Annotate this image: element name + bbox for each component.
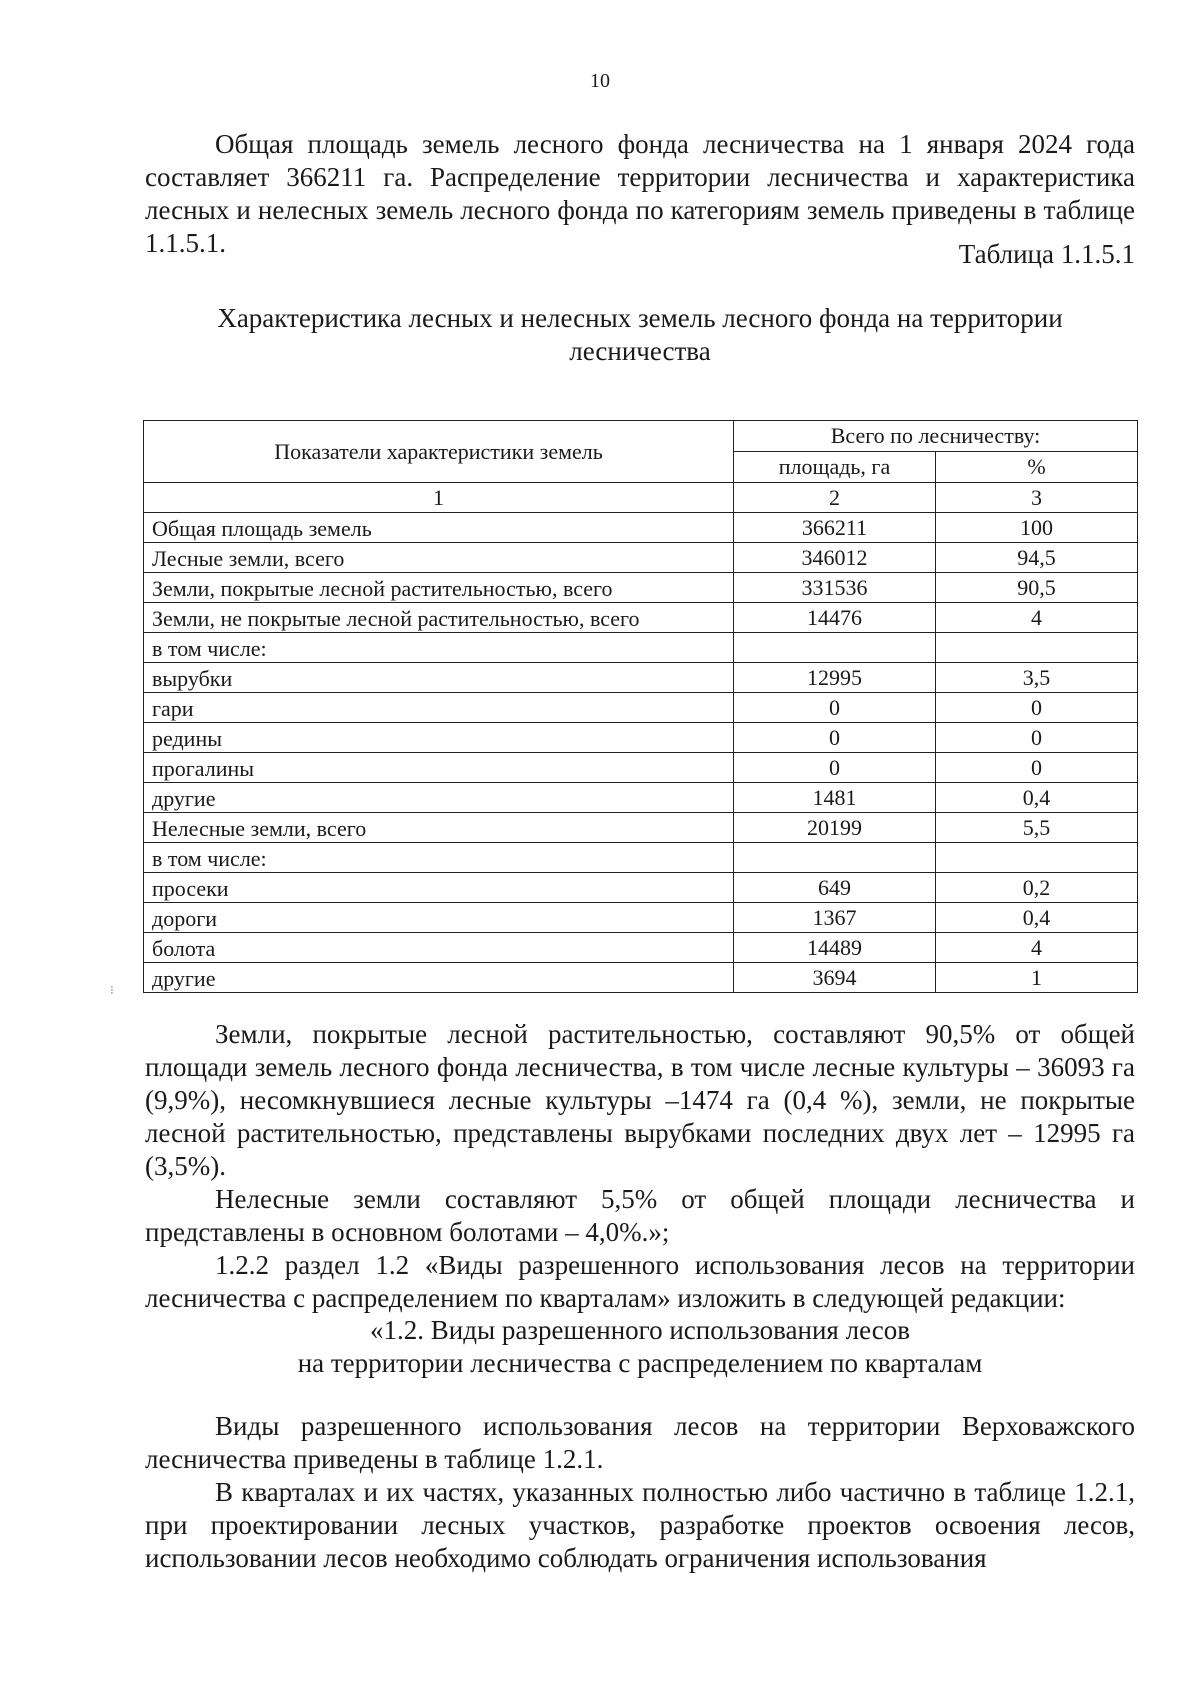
row-name: Земли, покрытые лесной растительностью, всего bbox=[144, 573, 734, 603]
row-percent: 94,5 bbox=[936, 543, 1138, 573]
table-row bbox=[144, 783, 1138, 813]
nonforest-lands-paragraph: Нелесные земли составляют 5,5% от общей площади лесничества и представлены в основном болотами – 4,0%.»; bbox=[145, 1184, 1135, 1247]
row-percent: 0 bbox=[936, 693, 1138, 723]
row-name: просеки bbox=[144, 873, 734, 903]
intro-paragraph: Общая площадь земель лесного фонда лесничества на 1 января 2024 года составляет 366211 га. Распределение территории лесничества и характеристика лесных и нелесных земель лесного фонда по категориям земель приведены в таблице 1.1.5.1. bbox=[145, 129, 1135, 258]
row-name: другие bbox=[144, 963, 734, 993]
row-name: прогалины bbox=[144, 753, 734, 783]
row-percent: 5,5 bbox=[936, 813, 1138, 843]
row-name: гари bbox=[144, 693, 734, 723]
table-row bbox=[144, 963, 1138, 993]
row-name: другие bbox=[144, 783, 734, 813]
table-title-line-2: лесничества bbox=[569, 336, 711, 366]
row-area: 0 bbox=[734, 723, 936, 753]
row-area bbox=[734, 843, 936, 873]
scan-mark: ⁝ bbox=[110, 983, 114, 997]
table-row bbox=[144, 843, 1138, 873]
table-row bbox=[144, 573, 1138, 603]
row-area: 14476 bbox=[734, 603, 936, 633]
table-row bbox=[144, 693, 1138, 723]
header-percent: % bbox=[936, 452, 1138, 483]
column-number: 3 bbox=[936, 483, 1138, 513]
section-heading-line-2: на территории лесничества с распределением по кварталам bbox=[297, 1348, 983, 1378]
section-amendment-paragraph: 1.2.2 раздел 1.2 «Виды разрешенного использования лесов на территории лесничества с распределением по кварталам» изложить в следующей редакции: bbox=[145, 1250, 1135, 1313]
row-name: Земли, не покрытые лесной растительностью, всего bbox=[144, 603, 734, 633]
row-area: 0 bbox=[734, 753, 936, 783]
row-percent: 90,5 bbox=[936, 573, 1138, 603]
row-name: в том числе: bbox=[144, 843, 734, 873]
table-row bbox=[144, 663, 1138, 693]
column-numbers-row bbox=[144, 483, 1138, 513]
table-row bbox=[144, 873, 1138, 903]
table-row bbox=[144, 933, 1138, 963]
row-percent: 0 bbox=[936, 753, 1138, 783]
table-row bbox=[144, 633, 1138, 663]
row-name: болота bbox=[144, 933, 734, 963]
page-number: 10 bbox=[590, 70, 610, 92]
table-row bbox=[144, 543, 1138, 573]
table-row bbox=[144, 903, 1138, 933]
row-percent: 4 bbox=[936, 603, 1138, 633]
header-indicator: Показатели характеристики земель bbox=[144, 421, 734, 483]
table-row bbox=[144, 723, 1138, 753]
row-area: 0 bbox=[734, 693, 936, 723]
row-name: Общая площадь земель bbox=[144, 513, 734, 543]
row-area: 366211 bbox=[734, 513, 936, 543]
row-percent: 0,2 bbox=[936, 873, 1138, 903]
row-percent: 0 bbox=[936, 723, 1138, 753]
row-area: 14489 bbox=[734, 933, 936, 963]
table-row bbox=[144, 813, 1138, 843]
row-name: Нелесные земли, всего bbox=[144, 813, 734, 843]
row-percent: 1 bbox=[936, 963, 1138, 993]
row-area: 331536 bbox=[734, 573, 936, 603]
table-label: Таблица 1.1.5.1 bbox=[958, 239, 1135, 269]
row-percent: 0,4 bbox=[936, 903, 1138, 933]
covered-lands-paragraph: Земли, покрытые лесной растительностью, составляют 90,5% от общей площади земель лесного фонда лесничества, в том числе лесные культуры – 36093 га (9,9%), несомкнувшиеся лесные культуры –1474 га (0,4 %), земли, не покрытые лесной растительностью, представлены вырубками последних двух лет – 12995 га (3,5%). bbox=[145, 1019, 1135, 1181]
row-area: 20199 bbox=[734, 813, 936, 843]
row-area bbox=[734, 633, 936, 663]
column-number: 2 bbox=[734, 483, 936, 513]
row-area: 346012 bbox=[734, 543, 936, 573]
section-heading bbox=[145, 1314, 1135, 1380]
row-name: вырубки bbox=[144, 663, 734, 693]
row-percent bbox=[936, 633, 1138, 663]
row-name: в том числе: bbox=[144, 633, 734, 663]
row-area: 1481 bbox=[734, 783, 936, 813]
row-name: дороги bbox=[144, 903, 734, 933]
column-number: 1 bbox=[144, 483, 734, 513]
table-row bbox=[144, 753, 1138, 783]
quarters-restrictions-paragraph: В кварталах и их частях, указанных полностью либо частично в таблице 1.2.1, при проектировании лесных участков, разработке проектов освоения лесов, использовании лесов необходимо соблюдать ограничения использования bbox=[145, 1477, 1135, 1573]
row-area: 12995 bbox=[734, 663, 936, 693]
row-percent: 3,5 bbox=[936, 663, 1138, 693]
header-area: площадь, га bbox=[734, 452, 936, 483]
row-percent: 4 bbox=[936, 933, 1138, 963]
section-heading-line-1: «1.2. Виды разрешенного использования лесов bbox=[370, 1315, 910, 1345]
header-total: Всего по лесничеству: bbox=[734, 421, 1138, 452]
table-header-row bbox=[144, 421, 1138, 452]
table-title-line-1: Характеристика лесных и нелесных земель лесного фонда на территории bbox=[217, 303, 1063, 333]
permitted-uses-paragraph: Виды разрешенного использования лесов на территории Верховажского лесничества приведены в таблице 1.2.1. bbox=[145, 1411, 1135, 1474]
table-row bbox=[144, 513, 1138, 543]
row-area: 3694 bbox=[734, 963, 936, 993]
row-percent bbox=[936, 843, 1138, 873]
row-percent: 100 bbox=[936, 513, 1138, 543]
row-area: 1367 bbox=[734, 903, 936, 933]
land-characteristics-table bbox=[143, 420, 1138, 993]
row-name: редины bbox=[144, 723, 734, 753]
table-title bbox=[145, 302, 1135, 368]
row-percent: 0,4 bbox=[936, 783, 1138, 813]
row-name: Лесные земли, всего bbox=[144, 543, 734, 573]
table-row bbox=[144, 603, 1138, 633]
row-area: 649 bbox=[734, 873, 936, 903]
